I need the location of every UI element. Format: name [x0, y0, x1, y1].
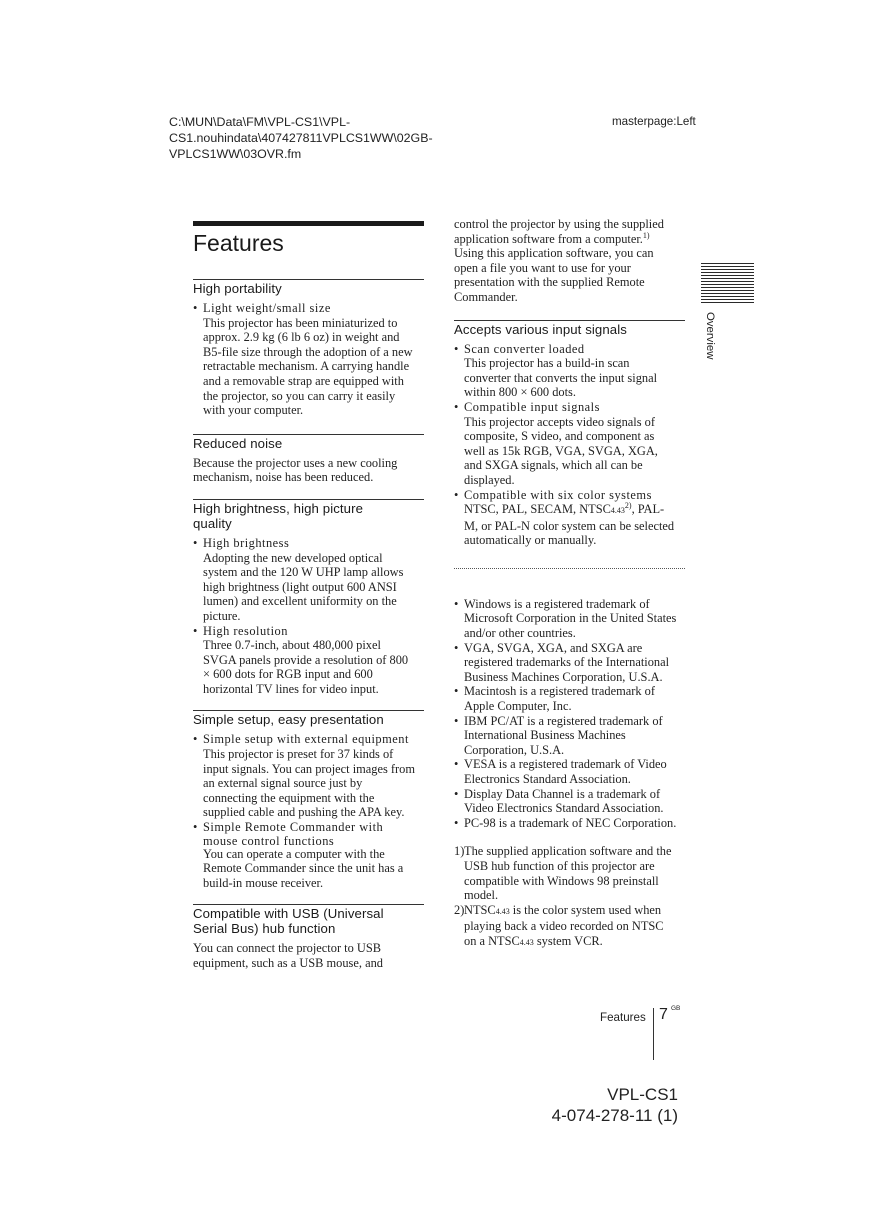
text-line: compatible with Windows 98 preinstall [464, 873, 659, 888]
text-line [464, 502, 685, 519]
text-line: You can connect the projector to USB [193, 941, 382, 956]
text-line: model. [464, 888, 499, 903]
text-line: This projector has been miniaturized to [203, 315, 398, 330]
text-line: IBM PC/AT is a registered trademark of [464, 713, 663, 728]
footnote-1 [454, 844, 685, 902]
bullet-icon: • [193, 820, 198, 835]
text-line: VESA is a registered trademark of Video [464, 757, 667, 772]
section-heading: Reduced noise [193, 434, 424, 451]
section-heading [193, 499, 424, 531]
text-line [464, 903, 685, 920]
text-line: You can operate a computer with the [203, 846, 385, 861]
text-line: automatically or manually. [464, 533, 597, 548]
trademark-item [454, 714, 685, 758]
bullet-item [193, 820, 424, 890]
text-line: × 600 dots for RGB input and 600 [203, 667, 373, 682]
footnote-ref: 2) [624, 500, 632, 510]
bullet-item [454, 342, 685, 400]
bullet-icon: • [454, 713, 459, 728]
text-line: an external signal source just by [203, 776, 363, 791]
text-line: B5-file size through the adoption of a new [203, 344, 413, 359]
section-heading: High portability [193, 279, 424, 296]
bullet-icon: • [454, 399, 459, 414]
model-code: 4-074-278-11 (1) [551, 1106, 678, 1125]
text-line: This projector accepts video signals of [464, 414, 655, 429]
section-heading [193, 904, 424, 936]
text-line: This projector is preset for 37 kinds of [203, 747, 394, 762]
text-line: Windows is a registered trademark of [464, 596, 650, 611]
text-span: on a NTSC [464, 933, 520, 948]
file-path [169, 114, 469, 162]
text-line: PC-98 is a trademark of NEC Corporation. [464, 815, 677, 830]
text-line: converter that converts the input signal [464, 370, 658, 385]
bullet-icon: • [454, 684, 459, 699]
text-line: registered trademarks of the International [464, 655, 670, 670]
trademark-item [454, 757, 685, 786]
text-line [464, 934, 685, 951]
trademark-item [454, 816, 685, 831]
bullet-item [193, 732, 424, 820]
masterpage-label: masterpage:Left [612, 115, 696, 128]
bullet-title: Compatible input signals [464, 399, 600, 414]
section-heading: Simple setup, easy presentation [193, 710, 424, 727]
text-line: presentation with the supplied Remote [454, 275, 645, 290]
trademark-item [454, 787, 685, 816]
text-line: Video Electronics Standard Association. [464, 801, 664, 816]
paragraph [193, 456, 424, 485]
bullet-item [193, 624, 424, 697]
right-column [454, 217, 685, 951]
paragraph [193, 941, 424, 970]
text-line: with your computer. [203, 403, 304, 418]
trademark-item [454, 641, 685, 685]
section-usb-hub [193, 904, 424, 970]
text-line: control the projector by using the supplied [454, 217, 664, 231]
text-span: application software from a computer. [454, 231, 643, 246]
text-line: horizontal TV lines for video input. [203, 681, 379, 696]
heading-line: Compatible with USB (Universal [193, 906, 384, 922]
text-line: Display Data Channel is a trademark of [464, 786, 661, 801]
footer-section-label: Features [600, 1011, 646, 1024]
text-line: supplied cable and pushing the APA key. [203, 805, 405, 820]
text-line: Electronics Standard Association. [464, 772, 631, 786]
text-line: well as 15k RGB, VGA, SVGA, XGA, [464, 443, 658, 458]
text-line: system and the 120 W UHP lamp allows [203, 565, 404, 580]
text-line: and/or other countries. [464, 626, 576, 641]
bullet-icon: • [454, 815, 459, 830]
text-line: The supplied application software and the [464, 844, 672, 859]
section-heading: Accepts various input signals [454, 320, 685, 337]
page-title: Features [193, 230, 284, 256]
model-name: VPL-CS1 [607, 1085, 678, 1104]
file-path-line: CS1.nouhindata\407427811VPLCS1WW\02GB- [169, 131, 433, 145]
footnote-ref: 1) [642, 230, 650, 240]
footnote-number: 1) [454, 844, 465, 859]
bullet-item [193, 301, 424, 418]
dotted-separator [454, 568, 685, 569]
file-path-line: VPLCS1WW\03OVR.fm [169, 147, 302, 161]
text-line: high brightness (light output 600 ANSI [203, 579, 397, 594]
section-high-portability [193, 279, 424, 418]
section-high-brightness [193, 499, 424, 697]
heading-line: High brightness, high picture [193, 500, 364, 516]
text-line: M, or PAL-N color system can be selected [464, 518, 675, 533]
bullet-item [193, 536, 424, 624]
bullet-icon: • [193, 732, 198, 747]
subscript: 4.43 [495, 906, 510, 916]
usb-continuation [454, 217, 685, 305]
text-line: playing back a video recorded on NTSC [464, 919, 664, 934]
text-line: open a file you want to use for your [454, 260, 631, 275]
subscript: 4.43 [610, 506, 625, 516]
text-line: the projector, so you can carry it easily [203, 388, 396, 403]
text-span: NTSC [464, 902, 496, 917]
page-number-suffix: GB [671, 1005, 681, 1012]
text-span: system VCR. [533, 933, 603, 948]
text-line: Adopting the new developed optical [203, 550, 383, 565]
text-line: build-in mouse receiver. [203, 875, 324, 890]
text-line: composite, S video, and component as [464, 429, 655, 444]
text-line: approx. 2.9 kg (6 lb 6 oz) in weight and [203, 330, 400, 345]
heading-line: quality [193, 515, 232, 531]
trademark-item [454, 597, 685, 641]
text-line: Because the projector uses a new cooling [193, 455, 398, 470]
bullet-item [454, 400, 685, 488]
bullet-icon: • [454, 786, 459, 801]
trademark-item [454, 684, 685, 713]
text-line: connecting the equipment with the [203, 790, 375, 805]
bullet-icon: • [193, 623, 198, 638]
section-reduced-noise [193, 434, 424, 485]
text-line: International Business Machines [464, 728, 626, 743]
page-number: 7 [659, 1006, 668, 1023]
left-column [193, 221, 424, 971]
bullet-icon: • [193, 535, 198, 550]
text-line: retractable mechanism. A carrying handle [203, 359, 410, 374]
trademark-list [454, 597, 685, 831]
footnotes [454, 844, 685, 950]
text-span: NTSC, PAL, SECAM, NTSC [464, 502, 611, 517]
model-block [552, 1084, 678, 1126]
text-line: and a removable strap are equipped with [203, 373, 404, 388]
text-line: SVGA panels provide a resolution of 800 [203, 652, 409, 667]
text-line: Corporation, U.S.A. [464, 742, 565, 757]
text-line: Three 0.7-inch, about 480,000 pixel [203, 638, 381, 653]
footnote-2 [454, 903, 685, 951]
chapter-tab-label: Overview [704, 312, 716, 360]
bullet-icon: • [454, 757, 459, 772]
bullet-title: Compatible with six color systems [464, 487, 652, 502]
text-line: input signals. You can project images from [203, 761, 415, 776]
text-line: Microsoft Corporation in the United States [464, 611, 677, 626]
title-rule [193, 221, 424, 226]
bullet-title: High resolution [203, 623, 288, 638]
text-line: Macintosh is a registered trademark of [464, 684, 655, 699]
heading-line: Serial Bus) hub function [193, 921, 336, 937]
text-line: Business Machines Corporation, U.S.A. [464, 669, 663, 684]
text-line: Apple Computer, Inc. [464, 699, 572, 714]
footnote-number: 2) [454, 902, 465, 917]
text-span: , PAL- [631, 502, 665, 517]
file-path-line: C:\MUN\Data\FM\VPL-CS1\VPL- [169, 115, 351, 129]
text-line: displayed. [464, 472, 515, 487]
bullet-item [454, 488, 685, 548]
bullet-icon: • [454, 487, 459, 502]
thumb-tab-stripes [701, 263, 754, 305]
subscript: 4.43 [519, 937, 534, 947]
text-line: VGA, SVGA, XGA, and SXGA are [464, 640, 643, 655]
bullet-title: mouse control functions [203, 833, 335, 848]
text-span: is the color system used when [509, 902, 662, 917]
bullet-icon: • [454, 640, 459, 655]
text-line: USB hub function of this projector are [464, 858, 655, 873]
text-line: picture. [203, 608, 241, 623]
section-input-signals [454, 320, 685, 548]
text-line: within 800 × 600 dots. [464, 385, 576, 400]
bullet-icon: • [454, 596, 459, 611]
bullet-icon: • [454, 341, 459, 356]
bullet-title: Light weight/small size [203, 301, 331, 315]
text-line: Remote Commander since the unit has a [203, 861, 404, 876]
text-line: Using this application software, you can [454, 246, 654, 261]
text-line: Commander. [454, 289, 518, 304]
text-line: and SXGA signals, which all can be [464, 458, 643, 473]
bullet-title: Simple setup with external equipment [203, 732, 409, 747]
bullet-title: High brightness [203, 535, 290, 550]
section-simple-setup [193, 710, 424, 890]
text-line: equipment, such as a USB mouse, and [193, 956, 383, 970]
text-line: This projector has a build-in scan [464, 356, 630, 371]
bullet-title: Simple Remote Commander with [203, 820, 384, 835]
bullet-icon: • [193, 301, 198, 315]
text-line: mechanism, noise has been reduced. [193, 470, 374, 485]
text-line: lumen) and excellent uniformity on the [203, 594, 397, 609]
footer-divider [653, 1008, 654, 1060]
text-line [454, 232, 685, 247]
bullet-title: Scan converter loaded [464, 341, 585, 356]
